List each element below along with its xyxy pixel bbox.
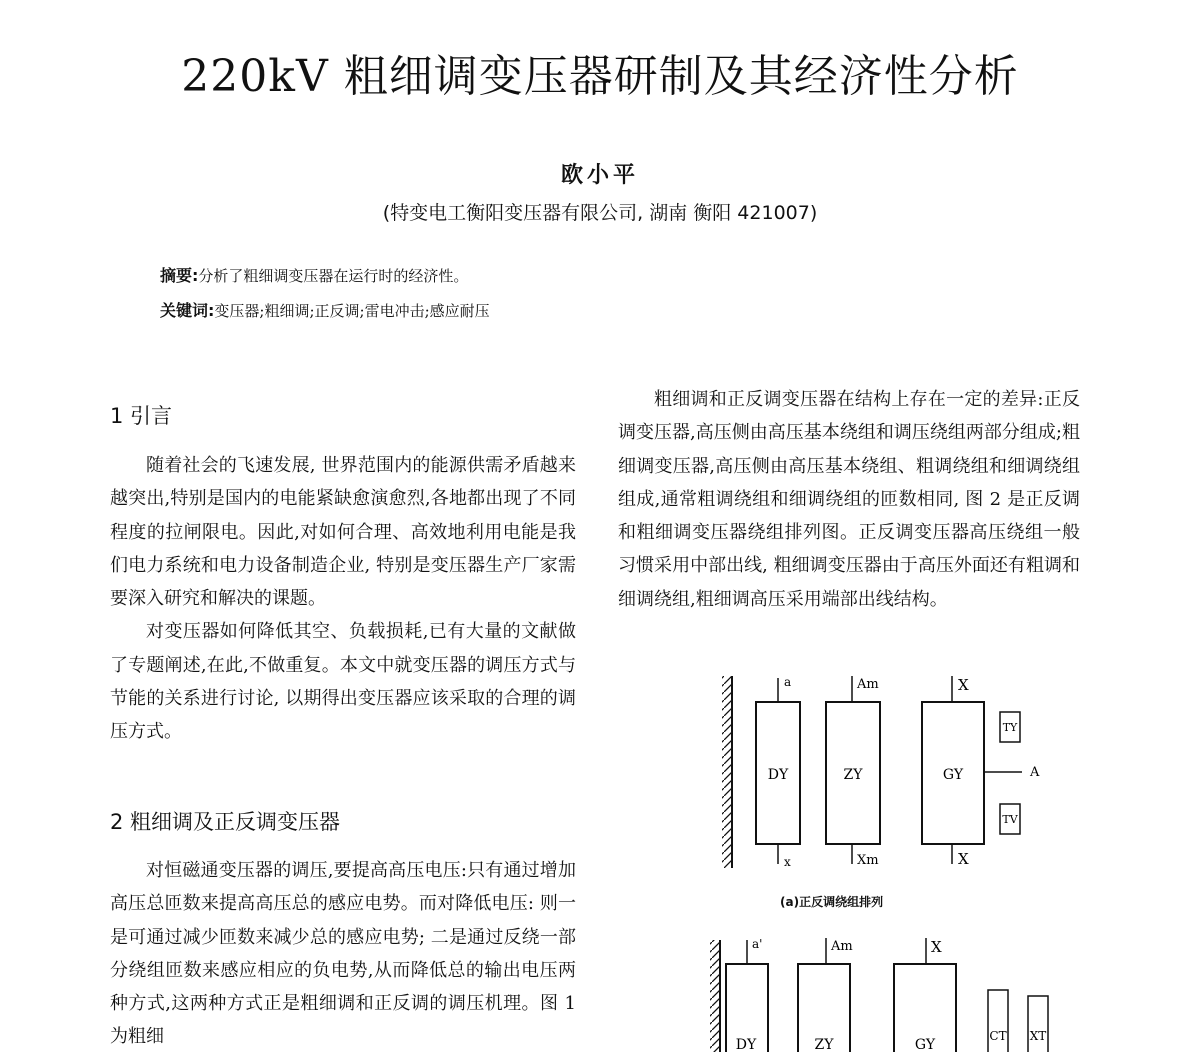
author-affiliation: (特变电工衡阳变压器有限公司, 湖南 衡阳 421007) — [382, 202, 818, 224]
tap-label: TV — [1002, 813, 1018, 826]
abstract — [160, 263, 468, 286]
core-hatch — [722, 676, 732, 868]
keywords-label: 关键词: — [160, 301, 215, 320]
section-2-heading: 2 粗细调及正反调变压器 — [110, 810, 341, 834]
core-hatch — [710, 940, 720, 1052]
winding-label: ZY — [814, 1037, 834, 1052]
abstract-label: 摘要: — [160, 266, 199, 285]
section-2-body — [110, 854, 576, 1054]
paragraph: 对恒磁通变压器的调压,要提高高压电压:只有通过增加高压总匝数来提高高压总的感应电势。而对降低电压: 则一是可通过减少匝数来减少总的感应电势; 二是通过反绕一部分绕组匝数来感应相应的负电势,从而降低总的输出电压两种方式,这两种方式正是粗细调和正反调的调压机理。图 1 为粗细 — [110, 860, 576, 1048]
terminal-label: X — [958, 676, 969, 694]
winding-label: DY — [735, 1037, 757, 1052]
winding-label: GY — [914, 1037, 936, 1052]
figure-a-caption: (a)正反调绕组排列 — [780, 895, 884, 909]
tap-label: XT — [1029, 1029, 1047, 1043]
keywords-text: 变压器;粗细调;正反调;雷电冲击;感应耐压 — [214, 302, 490, 320]
section-1-heading: 1 引言 — [110, 404, 173, 428]
paragraph: 随着社会的飞速发展, 世界范围内的能源供需矛盾越来越突出,特别是国内的电能紧缺愈演愈烈,各地都出现了不同程度的拉闸限电。因此,对如何合理、高效地利用电能是我们电力系统和电力设备制造企业, 特别是变压器生产厂家需要深入研究和解决的课题。 — [110, 455, 576, 610]
figure-b-diagram — [680, 934, 1080, 1052]
keywords — [160, 298, 490, 321]
terminal-label: Am — [831, 939, 853, 954]
terminal-label: Am — [857, 677, 879, 692]
right-column-body — [618, 383, 1080, 616]
author-name: 欧小平 — [560, 162, 639, 188]
output-label: A — [1030, 765, 1040, 780]
abstract-text: 分析了粗细调变压器在运行时的经济性。 — [198, 267, 469, 285]
terminal-label: X — [958, 850, 969, 868]
winding-label: DY — [767, 767, 789, 783]
tap-label: CT — [989, 1029, 1007, 1043]
section-1-body — [110, 449, 576, 749]
terminal-label: X — [931, 938, 942, 956]
tap-label: TY — [1002, 721, 1018, 734]
winding-label: ZY — [843, 767, 863, 783]
paragraph: 对变压器如何降低其空、负载损耗,已有大量的文献做了专题阐述,在此,不做重复。本文中就变压器的调压方式与节能的关系进行讨论, 以期得出变压器应该采取的合理的调压方式。 — [110, 621, 576, 743]
paragraph: 粗细调和正反调变压器在结构上存在一定的差异:正反调变压器,高压侧由高压基本绕组和调压绕组两部分组成;粗细调变压器,高压侧由高压基本绕组、粗调绕组和细调绕组组成,通常粗调绕组和细调绕组的匝数相同, 图 2 是正反调和粗细调变压器绕组排列图。正反调变压器高压绕组一般习惯采用中部出线, 粗细调变压器由于高压外面还有粗调和细调绕组,粗细调高压采用端部出线结构。 — [618, 389, 1080, 610]
winding-label: GY — [942, 767, 964, 783]
paper-title: 220kV 粗细调变压器研制及其经济性分析 — [181, 51, 1019, 102]
tap-box-xt — [1028, 996, 1048, 1052]
terminal-label: a — [784, 675, 792, 689]
terminal-label: x — [784, 855, 791, 869]
terminal-label: a' — [752, 937, 763, 951]
figure-a-diagram — [700, 668, 1080, 878]
terminal-label: Xm — [857, 853, 879, 868]
